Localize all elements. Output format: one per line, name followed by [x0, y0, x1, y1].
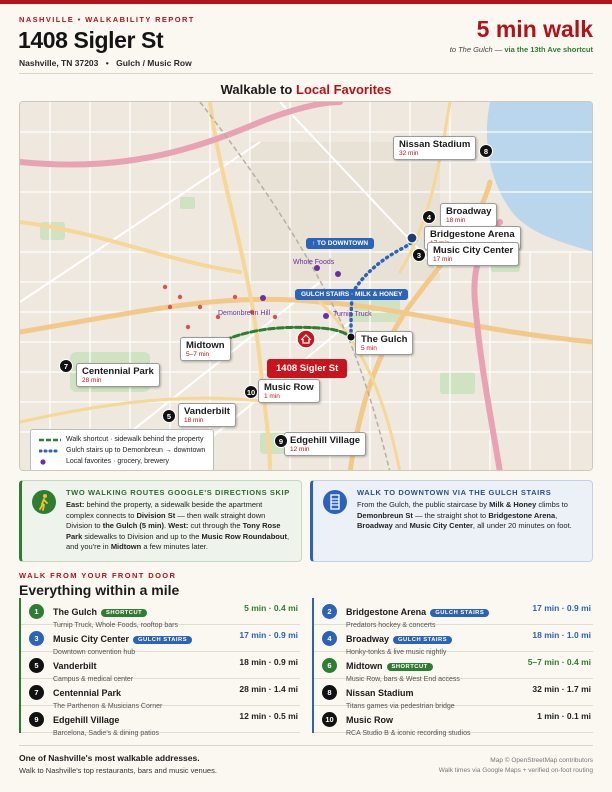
list-item-name: Centennial Park [53, 688, 122, 698]
west-bold-3: Midtown [110, 542, 142, 551]
pin-music-city-center-time: 17 min [433, 256, 453, 263]
list-item-name: The Gulch [53, 607, 98, 617]
list-item[interactable] [314, 706, 593, 737]
stairs-text-2: climbs to [538, 500, 568, 509]
gulch-stairs-tag: GULCH STAIRS [393, 636, 452, 644]
pin-midtown-time: 5–7 min [186, 351, 210, 358]
footer-headline: One of Nashville's most walkable addresses. [19, 753, 200, 763]
west-text-4: a few minutes later. [143, 542, 208, 551]
walking-routes-box [19, 480, 302, 562]
legend-row-stairs [39, 445, 205, 456]
west-text-1: cut through the [190, 521, 241, 530]
list-eyebrow: WALK FROM YOUR FRONT DOOR [19, 571, 177, 580]
pin-music-row-name: Music Row [264, 382, 314, 393]
legend-favorites-swatch [39, 459, 61, 465]
footer-divider [19, 745, 593, 746]
map-heading-prefix: Walkable to [220, 82, 293, 97]
list-item-desc: Downtown convention hub [53, 649, 136, 656]
gulch-marker [347, 333, 355, 341]
east-label: East: [66, 500, 85, 509]
legend-stairs-swatch [39, 448, 61, 454]
walking-routes-text: East: behind the property, a sidewalk beside the apartment complex connects to Division St — then walk straight down Division to the Gulch (5 min). West: cut through the Tony Rose Park sidewalks to Division and up to the Music Row Roundabout, and you're in Midtown a few minutes later. [66, 500, 290, 551]
poi-turnip-truck: Turnip Truck [333, 311, 372, 318]
pin-the-gulch-name: The Gulch [361, 334, 408, 345]
stairs-text-3: — the straight shot to [414, 510, 487, 520]
list-item[interactable] [21, 625, 300, 656]
list-item-desc: RCA Studio B & iconic recording studios [346, 730, 471, 737]
list-number-badge: 7 [29, 685, 44, 700]
list-item-name: Nissan Stadium [346, 688, 414, 698]
stairs-bold-4: Broadway [357, 521, 393, 530]
stairs-text-5: and [394, 521, 408, 530]
legend-shortcut-label: Walk shortcut · sidewalk behind the property [66, 436, 204, 443]
city-zip: Nashville, TN 37203 [19, 58, 99, 68]
pin-number-9: 9 [274, 434, 288, 448]
east-bold-1: Division St [136, 510, 176, 520]
pin-number-5: 5 [162, 409, 176, 423]
home-address-label: 1408 Sigler St [267, 359, 347, 378]
walk-note-highlight: via the 13th Ave shortcut [504, 45, 593, 54]
separator-dot: • [105, 58, 109, 68]
gulch-stairs-box [310, 480, 593, 562]
list-number-badge: 9 [29, 712, 44, 727]
legend-row-favorites [39, 456, 205, 467]
pin-nissan-stadium-time: 32 min [399, 150, 419, 157]
pin-music-city-center-name: Music City Center [433, 245, 514, 256]
west-label: West: [168, 521, 189, 530]
pin-number-7: 7 [59, 359, 73, 373]
west-text-3: , and you're in [66, 531, 290, 551]
pin-music-city-center[interactable] [427, 242, 519, 266]
list-item-distance: 12 min · 0.5 mi [239, 711, 298, 721]
stairs-text-6: , all under 20 minutes on foot. [472, 521, 572, 530]
list-number-badge: 1 [29, 604, 44, 619]
list-title: Everything within a mile [19, 582, 180, 598]
list-number-badge: 10 [322, 712, 337, 727]
list-item-desc: Campus & medical center [53, 676, 134, 683]
legend-stairs-label: Gulch stairs up to Demonbreun → downtown [66, 447, 206, 454]
map-legend [30, 429, 214, 471]
list-item-desc: Titans games via pedestrian bridge [346, 703, 455, 710]
list-item-distance: 28 min · 1.4 mi [239, 684, 298, 694]
stairs-bold-2: Demonbreun St [357, 510, 413, 520]
map-heading-accent: Local Favorites [296, 82, 392, 97]
list-item[interactable] [21, 679, 300, 710]
pin-edgehill-village[interactable] [284, 432, 366, 456]
pin-number-3: 3 [412, 248, 426, 262]
list-item[interactable] [314, 652, 593, 683]
pin-nissan-stadium[interactable] [393, 136, 476, 160]
list-item[interactable] [21, 706, 300, 737]
east-bold-2: the Gulch (5 min) [102, 521, 164, 530]
destination-list-right [312, 598, 593, 737]
list-item-distance: 1 min · 0.1 mi [537, 711, 591, 721]
header-divider [19, 73, 593, 74]
legend-favorites-label: Local favorites · grocery, brewery [66, 458, 169, 465]
pin-centennial-park[interactable] [76, 363, 160, 387]
list-item-distance: 5 min · 0.4 mi [244, 603, 298, 613]
list-item-distance: 17 min · 0.9 mi [532, 603, 591, 613]
west-bold-2: Music Row Roundabout [201, 531, 287, 541]
list-number-badge: 3 [29, 631, 44, 646]
pin-centennial-park-name: Centennial Park [82, 366, 154, 377]
report-eyebrow: NASHVILLE • WALKABILITY REPORT [19, 15, 195, 24]
pin-number-4: 4 [422, 210, 436, 224]
walk-time-headline: 5 min walk [476, 16, 593, 42]
stairs-bold-1: Milk & Honey [489, 500, 537, 509]
list-item[interactable] [314, 679, 593, 710]
pin-number-10: 10 [244, 385, 258, 399]
gulch-stairs-tag: GULCH STAIRS [133, 636, 192, 644]
stairs-text-4: , [555, 510, 558, 520]
list-number-badge: 5 [29, 658, 44, 673]
route-tag-gulch-stairs: GULCH STAIRS · MILK & HONEY [295, 289, 408, 300]
top-accent-bar [0, 0, 612, 4]
walking-person-icon [32, 490, 56, 514]
map-basemap [20, 102, 593, 471]
pin-vanderbilt-time: 18 min [184, 417, 204, 424]
poi-demonbreun-hill: Demonbreun Hill [218, 310, 271, 317]
list-item-desc: Predators hockey & concerts [346, 622, 436, 629]
route-tag-downtown: ↑ TO DOWNTOWN [306, 238, 374, 249]
list-number-badge: 2 [322, 604, 337, 619]
poi-whole-foods: Whole Foods [293, 259, 335, 266]
west-bold-1: Tony Rose Park [66, 521, 281, 541]
list-number-badge: 8 [322, 685, 337, 700]
stairs-marker [407, 233, 417, 243]
legend-shortcut-swatch [39, 437, 61, 443]
legend-row-shortcut [39, 434, 205, 445]
stairs-icon [323, 490, 347, 514]
gulch-stairs-title: WALK TO DOWNTOWN VIA THE GULCH STAIRS [357, 488, 552, 497]
gulch-stairs-tag: GULCH STAIRS [430, 609, 489, 617]
walkability-map[interactable] [19, 101, 593, 471]
pin-midtown-name: Midtown [186, 340, 225, 351]
list-item-distance: 5–7 min · 0.4 mi [527, 657, 591, 667]
neighborhood: Gulch / Music Row [116, 58, 192, 68]
list-item-distance: 18 min · 0.9 mi [239, 657, 298, 667]
map-credit: Map © OpenStreetMap contributors [490, 757, 593, 764]
list-item-desc: Barcelona, Sadie's & dining patios [53, 730, 160, 737]
pin-music-row[interactable] [258, 379, 320, 403]
pin-the-gulch-time: 5 min [361, 345, 377, 352]
stairs-bold-3: Bridgestone Arena [488, 510, 556, 520]
list-item-name: Music Row [346, 715, 394, 725]
list-item-distance: 18 min · 1.0 mi [532, 630, 591, 640]
pin-broadway[interactable] [440, 203, 497, 227]
address-subline [19, 58, 192, 68]
home-pin [297, 330, 315, 348]
west-text-2: sidewalks to Division and up to the [84, 531, 200, 541]
destination-list-left [19, 598, 300, 737]
pin-the-gulch[interactable] [355, 331, 413, 355]
list-item-distance: 32 min · 1.7 mi [532, 684, 591, 694]
pin-vanderbilt-name: Vanderbilt [184, 406, 230, 417]
shortcut-tag: SHORTCUT [387, 663, 433, 671]
pin-vanderbilt[interactable] [178, 403, 236, 427]
stairs-bold-5: Music City Center [409, 521, 473, 530]
footer-subline: Walk to Nashville's top restaurants, bars and music venues. [19, 766, 217, 775]
page-title: 1408 Sigler St [18, 27, 164, 53]
pin-bridgestone-arena-name: Bridgestone Arena [430, 229, 515, 240]
list-item-name: Bridgestone Arena [346, 607, 427, 617]
pin-number-8: 8 [479, 144, 493, 158]
shortcut-tag: SHORTCUT [101, 609, 147, 617]
east-text-1: behind the property, a sidewalk beside the apartment complex connects to [66, 500, 263, 520]
gulch-stairs-text [357, 500, 582, 532]
map-heading [0, 82, 612, 97]
list-item[interactable] [314, 598, 593, 629]
pin-music-row-time: 1 min [264, 393, 280, 400]
pin-broadway-name: Broadway [446, 206, 492, 217]
list-item-name: Midtown [346, 661, 383, 671]
list-item-desc: The Parthenon & Musicians Corner [53, 703, 163, 710]
pin-midtown[interactable] [180, 337, 231, 361]
east-text-2: — then walk straight down Division to [66, 510, 266, 530]
walking-routes-title: TWO WALKING ROUTES GOOGLE'S DIRECTIONS SKIP [66, 488, 290, 497]
list-number-badge: 6 [322, 658, 337, 673]
list-item-name: Vanderbilt [53, 661, 97, 671]
list-number-badge: 4 [322, 631, 337, 646]
pin-edgehill-village-time: 12 min [290, 446, 310, 453]
walk-note-prefix: to The Gulch — [449, 45, 503, 54]
pin-broadway-time: 18 min [446, 217, 466, 224]
list-item[interactable] [21, 598, 300, 629]
list-item-name: Music City Center [53, 634, 130, 644]
pin-centennial-park-time: 28 min [82, 377, 102, 384]
list-item[interactable] [314, 625, 593, 656]
list-item-desc: Honky-tonks & live music nightly [346, 649, 447, 656]
pin-nissan-stadium-name: Nissan Stadium [399, 139, 471, 150]
list-item[interactable] [21, 652, 300, 683]
list-item-name: Edgehill Village [53, 715, 120, 725]
walk-times-credit: Walk times via Google Maps + verified on-foot routing [438, 767, 593, 774]
list-item-name: Broadway [346, 634, 390, 644]
list-item-desc: Turnip Truck, Whole Foods, rooftop bars [53, 622, 179, 629]
stairs-text-1: From the Gulch, the public staircase by [357, 500, 488, 509]
walk-time-note [450, 45, 593, 54]
pin-edgehill-village-name: Edgehill Village [290, 435, 361, 446]
list-item-distance: 17 min · 0.9 mi [239, 630, 298, 640]
list-item-desc: Music Row, bars & West End access [346, 676, 460, 683]
